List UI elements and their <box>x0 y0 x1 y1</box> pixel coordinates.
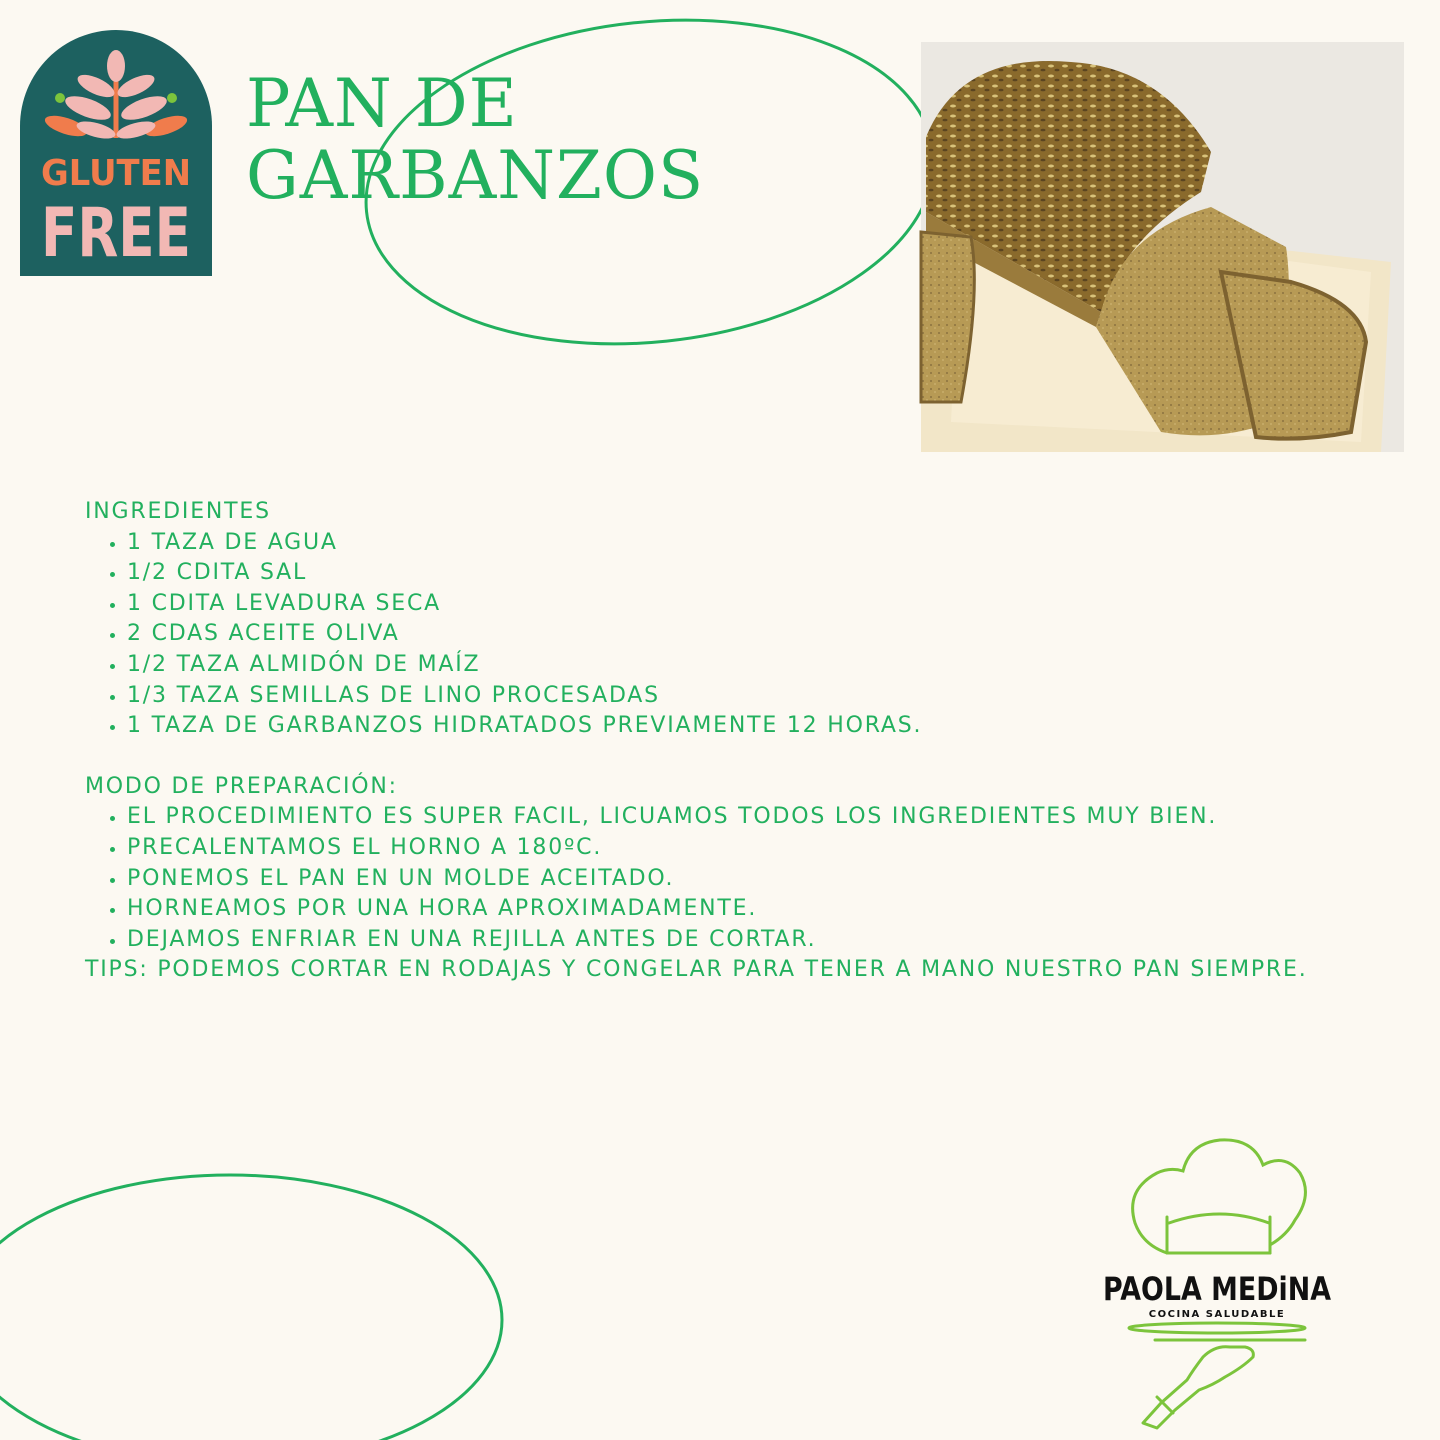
badge-text-gluten: GLUTEN <box>41 153 191 194</box>
page-title <box>246 65 705 214</box>
ingredient-item: • 1 TAZA DE AGUA <box>127 528 1405 559</box>
ingredient-item: • 1/3 TAZA SEMILLAS DE LINO PROCESADAS <box>127 681 1405 712</box>
badge-text-free: FREE <box>41 194 191 273</box>
preparation-heading: MODO DE PREPARACIÓN: <box>85 773 398 799</box>
title-line-2: GARBANZOS <box>246 137 705 214</box>
ingredient-item: • 1 TAZA DE GARBANZOS HIDRATADOS PREVIAMENTE 12 HORAS. <box>127 711 1405 742</box>
ingredient-item: • 2 CDAS ACEITE OLIVA <box>127 619 1405 650</box>
preparation-steps <box>85 802 1405 955</box>
logo-tagline: COCINA SALUDABLE <box>1148 1309 1286 1320</box>
preparation-step: • HORNEAMOS POR UNA HORA APROXIMADAMENTE. <box>127 894 1405 925</box>
ingredient-item: • 1/2 CDITA SAL <box>127 558 1405 589</box>
ingredient-item: • 1/2 TAZA ALMIDÓN DE MAÍZ <box>127 650 1405 681</box>
ingredients-list <box>85 528 1405 742</box>
logo-name: PAOLA MEDiNA <box>1103 1270 1332 1308</box>
ingredient-item: • 1 CDITA LEVADURA SECA <box>127 589 1405 620</box>
gluten-free-badge <box>20 30 212 276</box>
preparation-step: • PONEMOS EL PAN EN UN MOLDE ACEITADO. <box>127 864 1405 895</box>
chef-hat-icon <box>1133 1140 1306 1253</box>
bread-photo <box>921 42 1404 452</box>
recipe-content <box>85 497 1405 986</box>
paola-medina-logo <box>1095 1135 1345 1430</box>
preparation-step: • PRECALENTAMOS EL HORNO A 180ºC. <box>127 833 1405 864</box>
preparation-step: • DEJAMOS ENFRIAR EN UNA REJILLA ANTES DE CORTAR. <box>127 925 1405 956</box>
title-line-1: PAN DE <box>246 65 518 142</box>
ingredients-heading: INGREDIENTES <box>85 499 271 524</box>
bottom-ellipse-outline <box>0 1175 502 1440</box>
tips-text: TIPS: PODEMOS CORTAR EN RODAJAS Y CONGELAR PARA TENER A MANO NUESTRO PAN SIEMPRE. <box>85 957 1308 983</box>
preparation-step: • EL PROCEDIMIENTO ES SUPER FACIL, LICUAMOS TODOS LOS INGREDIENTES MUY BIEN. <box>127 802 1405 833</box>
section-spacer <box>85 742 1405 772</box>
serving-hand-icon <box>1129 1323 1305 1428</box>
